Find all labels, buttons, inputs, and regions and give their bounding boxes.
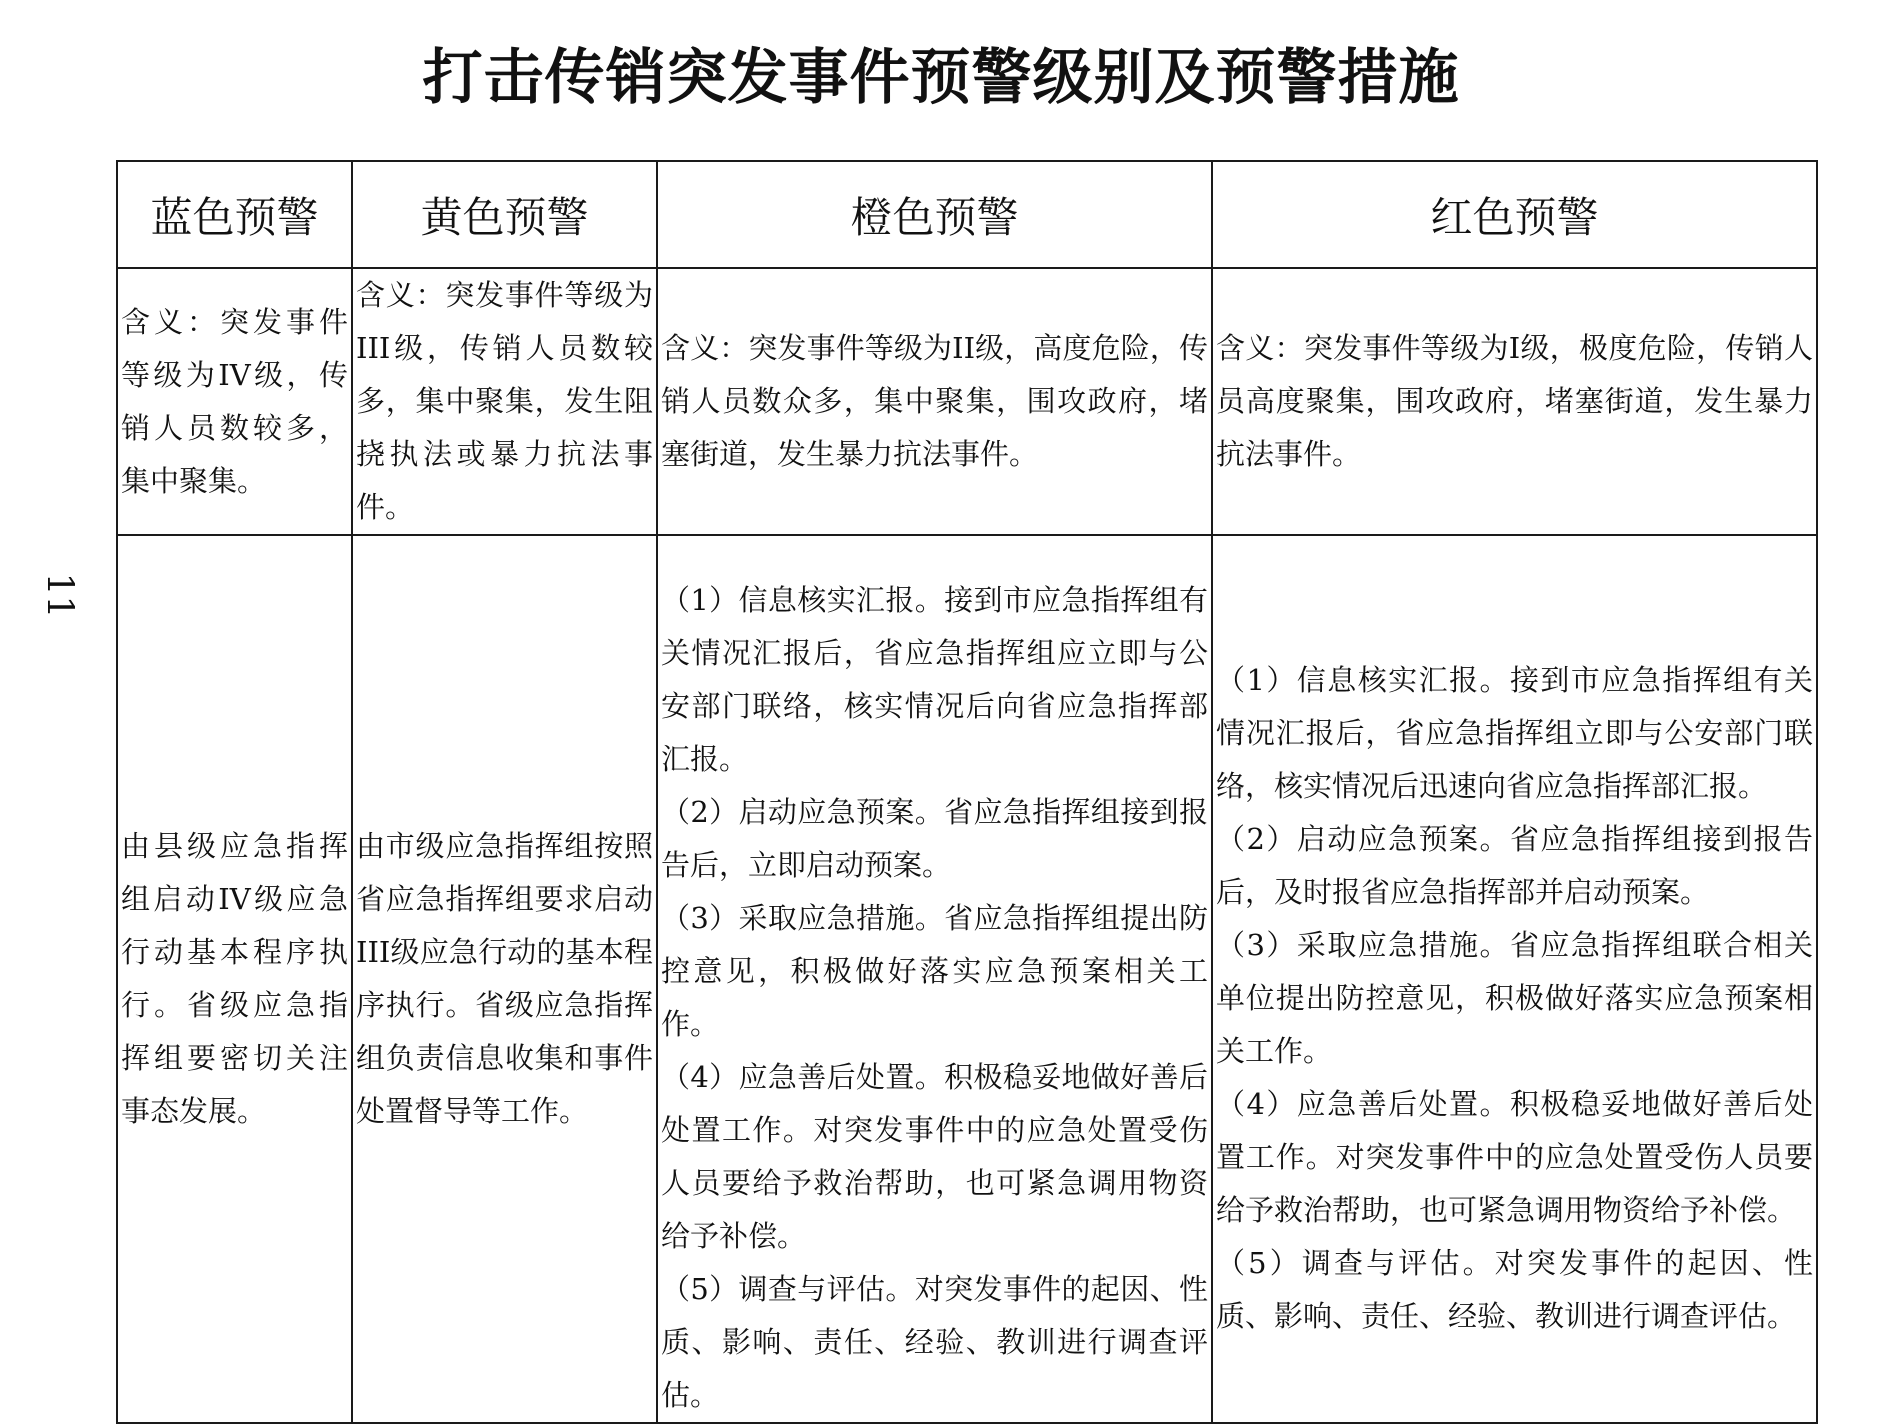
header-blue-warning: 蓝色预警	[117, 161, 352, 268]
page-number: 11	[38, 572, 80, 619]
meaning-red: 含义：突发事件等级为I级，极度危险，传销人员高度聚集，围攻政府，堵塞街道，发生暴力抗法事件。	[1212, 268, 1817, 535]
measures-row	[117, 535, 1817, 1423]
meaning-yellow: 含义：突发事件等级为III级，传销人员数较多，集中聚集，发生阻挠执法或暴力抗法事件。	[352, 268, 657, 535]
measures-blue: 由县级应急指挥组启动IV级应急行动基本程序执行。省级应急指挥组要密切关注事态发展。	[117, 535, 352, 1423]
header-yellow-warning: 黄色预警	[352, 161, 657, 268]
measure-orange-5: （5）调查与评估。对突发事件的起因、性质、影响、责任、经验、教训进行调查评估。	[661, 1272, 1208, 1412]
document-title: 打击传销突发事件预警级别及预警措施	[422, 43, 1460, 113]
measure-orange-3: （3）采取应急措施。省应急指挥组提出防控意见，积极做好落实应急预案相关工作。	[661, 901, 1208, 1041]
measure-orange-2: （2）启动应急预案。省应急指挥组接到报告后，立即启动预案。	[661, 795, 1208, 882]
meaning-orange: 含义：突发事件等级为II级，高度危险，传销人员数众多，集中聚集，围攻政府，堵塞街道，发生暴力抗法事件。	[657, 268, 1212, 535]
measures-orange	[657, 535, 1212, 1423]
meaning-blue: 含义：突发事件等级为IV级，传销人员数较多，集中聚集。	[117, 268, 352, 535]
header-red-warning: 红色预警	[1212, 161, 1817, 268]
measure-red-5: （5）调查与评估。对突发事件的起因、性质、影响、责任、经验、教训进行调查评估。	[1216, 1245, 1813, 1333]
measures-red	[1212, 535, 1817, 1423]
measure-red-3: （3）采取应急措施。省应急指挥组联合相关单位提出防控意见，积极做好落实应急预案相关工作。	[1216, 927, 1813, 1068]
measure-red-2: （2）启动应急预案。省应急指挥组接到报告后，及时报省应急指挥部并启动预案。	[1216, 821, 1813, 909]
meaning-row	[117, 268, 1817, 535]
warning-levels-table	[116, 160, 1818, 1424]
measures-yellow: 由市级应急指挥组按照省应急指挥组要求启动III级应急行动的基本程序执行。省级应急指挥组负责信息收集和事件处置督导等工作。	[352, 535, 657, 1423]
header-orange-warning: 橙色预警	[657, 161, 1212, 268]
measure-red-1: （1）信息核实汇报。接到市应急指挥组有关情况汇报后，省应急指挥组立即与公安部门联络，核实情况后迅速向省应急指挥部汇报。	[1216, 662, 1813, 803]
measure-orange-4: （4）应急善后处置。积极稳妥地做好善后处置工作。对突发事件中的应急处置受伤人员要给予救治帮助，也可紧急调用物资给予补偿。	[661, 1060, 1208, 1253]
measure-orange-1: （1）信息核实汇报。接到市应急指挥组有关情况汇报后，省应急指挥组应立即与公安部门联络，核实情况后向省应急指挥部汇报。	[661, 583, 1208, 776]
measure-red-4: （4）应急善后处置。积极稳妥地做好善后处置工作。对突发事件中的应急处置受伤人员要给予救治帮助，也可紧急调用物资给予补偿。	[1216, 1086, 1813, 1227]
table-header-row	[117, 161, 1817, 268]
